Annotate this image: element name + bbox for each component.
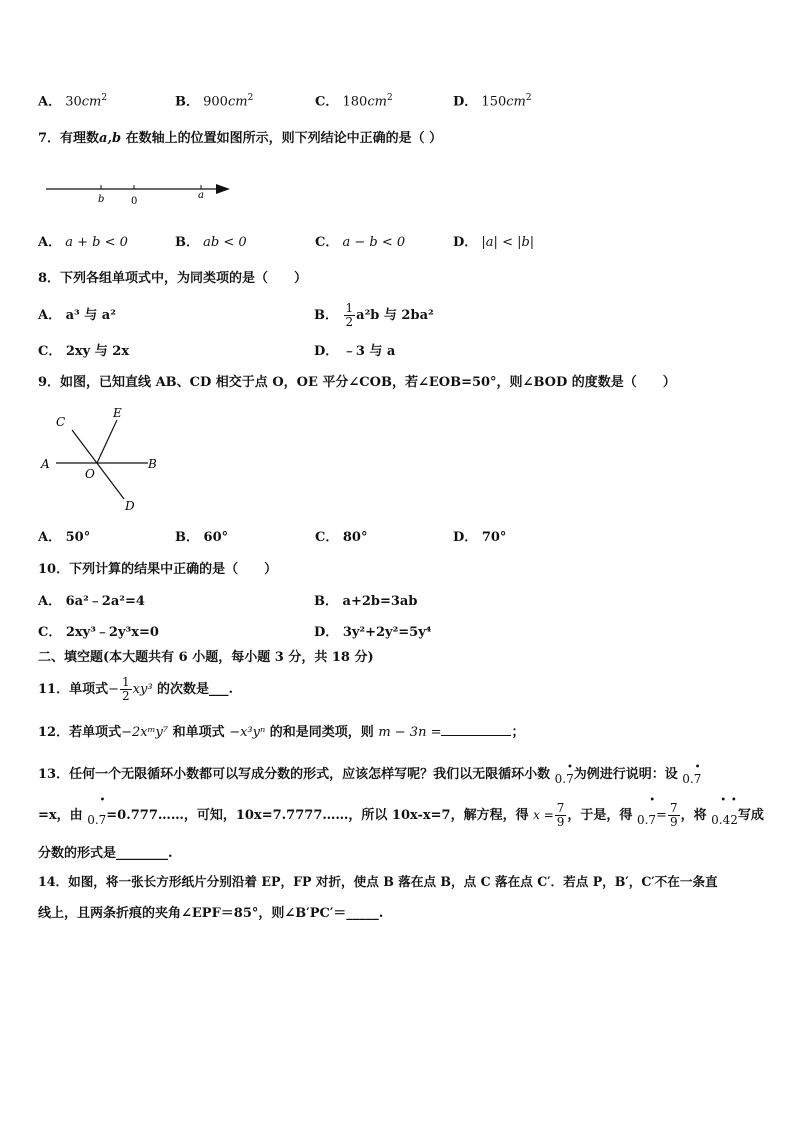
q8-option-d: D． ﹣3 与 a <box>314 344 396 359</box>
section-title-fill-in: 二、填空题(本大题共有 6 小题，每小题 3 分，共 18 分) <box>38 650 374 665</box>
label-d: D <box>125 499 135 513</box>
q10-option-c: C． 2xy³﹣2y³x=0 <box>38 625 159 640</box>
q13-repeating-decimal-3: 0.7 • <box>87 795 107 827</box>
q8-option-b-fraction: $\frac{1}{2}$ <box>345 301 354 329</box>
q13-fraction: $\frac{7}{9}$ <box>556 801 565 829</box>
ray-oe <box>97 420 117 463</box>
q6-option-c: C． $180cm^2$ <box>315 93 393 110</box>
q13-line-2: =x，由 0.7 • =0.777……，可知，10x=7.7777……，所以 10x-x=7，解方程，得 x = $\frac{7}{9}$ ，于是，得 0.7 • = $\frac{7}{9}$ ，将 0.42 • • 写成 <box>38 797 764 834</box>
q7-option-b: B． ab < 0 <box>175 235 247 250</box>
label-b: B <box>148 457 157 471</box>
q13-repeating-decimal: 0.7 • <box>554 762 574 786</box>
axis-label-zero: 0 <box>131 196 138 207</box>
q10-option-d: D． 3y²+2y²=5y⁴ <box>314 625 432 640</box>
q11-fraction: $\frac{1}{2}$ <box>122 675 130 703</box>
intersecting-lines-figure <box>36 402 166 514</box>
q14-line-2: 线上，且两条折痕的夹角∠EPF＝85°，则∠B′PC′＝_____. <box>38 906 384 921</box>
q9-option-a: A． 50° <box>38 530 91 545</box>
q10-option-b: B． a+2b=3ab <box>314 594 418 609</box>
q7-stem: 7．有理数a,b 在数轴上的位置如图所示，则下列结论中正确的是（ ） <box>38 131 443 146</box>
q9-stem: 9．如图，已知直线 AB、CD 相交于点 O，OE 平分∠COB，若∠EOB=50°，则∠BOD 的度数是（ ） <box>38 375 676 390</box>
q8-option-c: C． 2xy 与 2x <box>38 344 130 359</box>
q13-repeating-decimal-5: 0.42 • • <box>711 795 738 827</box>
q14-line-1: 14．如图，将一张长方形纸片分别沿着 EP，FP 对折，使点 B 落在点 B，点 C 落在点 C′．若点 P，B′，C′不在一条直 <box>38 874 718 889</box>
q8-stem: 8．下列各组单项式中，为同类项的是（ ） <box>38 271 308 286</box>
line-cd <box>72 430 124 499</box>
q7-option-a: A． a + b < 0 <box>38 235 128 250</box>
label-e: E <box>113 406 122 420</box>
q9-option-d: D． 70° <box>453 530 507 545</box>
q7-option-d: D． |a| < |b| <box>453 235 535 250</box>
q7-option-c: C． a − b < 0 <box>315 235 406 250</box>
label-a: A <box>41 457 50 471</box>
q11: 11．单项式− $\frac{1}{2}$ xy³ 的次数是___. <box>38 675 234 703</box>
q13-line-3: 分数的形式是________. <box>38 846 173 861</box>
number-line-figure <box>40 176 240 210</box>
q9-option-c: C． 80° <box>315 530 368 545</box>
label-c: C <box>56 415 66 429</box>
number-line-arrow <box>216 184 230 194</box>
q13-fraction-2: $\frac{7}{9}$ <box>669 801 678 829</box>
q8-option-b: B． $\frac{1}{2}$ a²b 与 2ba² <box>314 301 434 329</box>
q12-answer-blank <box>441 721 511 736</box>
q13-repeating-decimal-2: 0.7 • <box>682 762 702 786</box>
q6-option-d: D． $150cm^2$ <box>453 93 532 110</box>
q10-stem: 10．下列计算的结果中正确的是（ ） <box>38 562 278 577</box>
q6-option-b: B． $900cm^2$ <box>175 93 254 110</box>
axis-label-b: b <box>98 194 105 205</box>
q8-option-a: A． a³ 与 a² <box>38 308 116 323</box>
q10-option-a: A． 6a²﹣2a²=4 <box>38 594 145 609</box>
label-o: O <box>85 467 95 481</box>
q13-line-1: 13．任何一个无限循环小数都可以写成分数的形式，应该怎样写呢？我们以无限循环小数 0.7 • 为例进行说明：设 0.7 • <box>38 764 701 785</box>
axis-label-a: a <box>198 190 204 201</box>
q12: 12．若单项式−2xᵐy⁷ 和单项式 −x³yⁿ 的和是同类项，则 m − 3n = ； <box>38 721 524 743</box>
q9-option-b: B． 60° <box>175 530 229 545</box>
q13-repeating-decimal-4: 0.7 • <box>636 795 657 827</box>
q6-option-a: A． $30cm^2$ <box>38 93 108 110</box>
